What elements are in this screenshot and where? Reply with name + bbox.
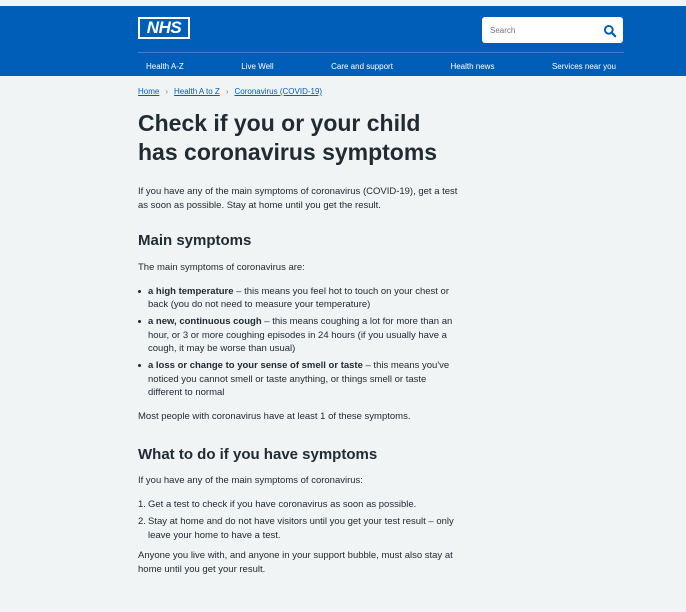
step-text: Stay at home and do not have visitors until you get your test result – only leave your home to have a test. (148, 516, 454, 541)
step-text: Get a test to check if you have coronavirus as soon as possible. (148, 498, 417, 510)
breadcrumb-home[interactable]: Home (138, 87, 160, 96)
symptom-description: – this means coughing a lot for more than an hour, or 3 or more coughing episodes in 24 hours (if you usually have a cough, it may be worse than usual) (148, 316, 453, 354)
breadcrumb-coronavirus[interactable]: Coronavirus (COVID-19) (234, 87, 323, 96)
symptom-description: – this means you've noticed you cannot smell or taste anything, or things smell or taste different to normal (148, 360, 450, 398)
main-symptoms-heading: Main symptoms (138, 232, 252, 249)
bullet-icon (138, 290, 141, 293)
nav-services-near-you[interactable]: Services near you (551, 62, 616, 71)
intro-paragraph: If you have any of the main symptoms of coronavirus (COVID-19), get a test as soon as possible. Stay at home until you get the result. (138, 186, 458, 211)
bullet-icon (138, 320, 141, 323)
what-to-do-heading: What to do if you have symptoms (138, 446, 378, 463)
search-box (482, 17, 623, 43)
breadcrumb (138, 86, 468, 98)
search-icon (603, 24, 617, 38)
site-header (0, 6, 686, 76)
nav-health-news[interactable]: Health news (450, 62, 495, 71)
list-item (138, 285, 462, 312)
bullet-icon (138, 364, 141, 367)
breadcrumb-chevron-icon: › (225, 87, 229, 96)
what-to-do-intro: If you have any of the main symptoms of coronavirus: (138, 475, 363, 486)
breadcrumb-health-a-to-z[interactable]: Health A to Z (174, 87, 220, 96)
step-number: 2. (138, 516, 146, 527)
nhs-logo[interactable]: NHS (138, 17, 190, 39)
main-nav (138, 60, 624, 76)
list-item (138, 315, 462, 356)
list-item (138, 359, 462, 400)
nav-care-and-support[interactable]: Care and support (331, 62, 393, 71)
symptom-description: – this means you feel hot to touch on your chest or back (you do not need to measure your temperature) (148, 285, 449, 310)
main-content (138, 86, 468, 576)
nav-divider (138, 52, 624, 53)
nav-live-well[interactable]: Live Well (241, 62, 274, 71)
step-number: 1. (138, 498, 146, 510)
list-item (138, 498, 462, 512)
symptom-name: a high temperature (148, 285, 234, 297)
list-item (138, 515, 462, 542)
nav-health-a-z[interactable]: Health A-Z (146, 62, 184, 71)
main-symptoms-intro: The main symptoms of coronavirus are: (138, 262, 305, 273)
symptoms-list (138, 285, 468, 400)
steps-list (138, 498, 468, 543)
household-advice: Anyone you live with, and anyone in your support bubble, must also stay at home until you get your result. (138, 550, 453, 575)
breadcrumb-chevron-icon: › (165, 87, 169, 96)
symptom-name: a new, continuous cough (148, 316, 262, 327)
search-input[interactable] (483, 18, 601, 42)
symptom-name: a loss or change to your sense of smell or taste (148, 360, 363, 371)
search-button[interactable] (600, 20, 620, 40)
page-title: Check if you or your child has coronavirus symptoms (138, 110, 438, 165)
symptoms-summary: Most people with coronavirus have at least 1 of these symptoms. (138, 410, 411, 422)
